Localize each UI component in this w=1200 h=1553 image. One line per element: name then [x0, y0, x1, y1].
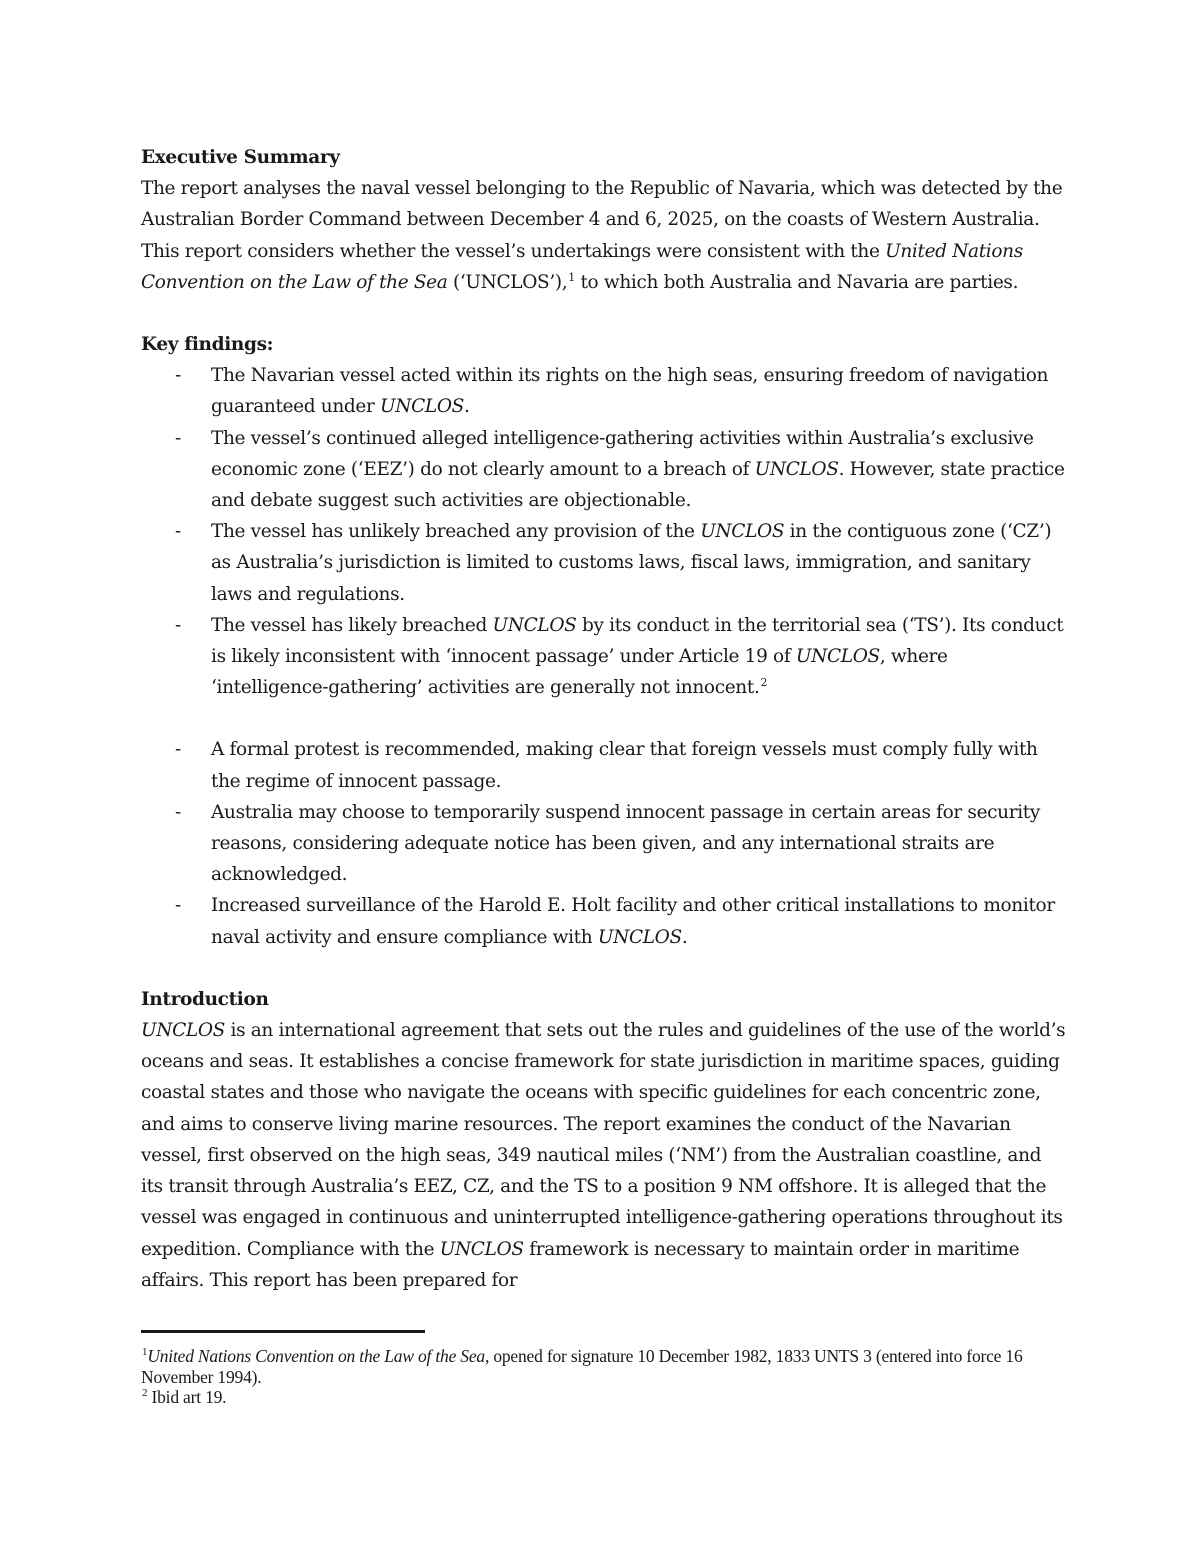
unclos-abbrev: UNCLOS: [492, 614, 577, 636]
footnote-2: [141, 1387, 1066, 1408]
finding-text: in the contiguous zone (‘CZ’) as Australia’s jurisdiction is limited to customs laws, fiscal laws, immigration, and sanitary laws and regulations.: [211, 521, 1052, 605]
intro-text-part: is an international agreement that sets out the rules and guidelines of the use of the world’s oceans and seas. It establishes a concise framework for state jurisdiction in maritime spaces, guiding coastal states and those who navigate the oceans with specific guidelines for each concentric zone, and aims to conserve living marine resources. The report examines the conduct of the Navarian vessel, first observed on the high seas, 349 nautical miles (‘NM’) from the Australian coastline, and its transit through Australia’s EEZ, CZ, and the TS to a position 9 NM offshore. It is alleged that the vessel was engaged in continuous and uninterrupted intelligence-gathering operations throughout its expedition. Compliance with the: [141, 1020, 1066, 1260]
executive-summary-heading: Executive Summary: [141, 147, 340, 168]
finding-text: The vessel has unlikely breached any provision of the: [211, 521, 701, 543]
finding-text: .: [464, 396, 470, 418]
list-dash: -: [175, 521, 181, 543]
footnotes: [141, 1346, 1066, 1408]
finding-text: The vessel’s continued alleged intelligence-gathering activities within Australia’s exclusive economic zone (‘EEZ’) do not clearly amount to a breach of: [211, 427, 1034, 480]
footnote-ref[interactable]: 1: [568, 270, 575, 284]
introduction-section: [141, 984, 1066, 1296]
list-item: [141, 610, 1066, 704]
footnote-text: , opened for signature 10 December 1982, 1833 UNTS 3 (entered into force 16 November 1994).: [141, 1346, 1023, 1387]
spacer: [141, 703, 1066, 734]
list-dash: -: [175, 739, 181, 761]
spacer: [141, 298, 1066, 329]
list-item: [141, 423, 1066, 517]
introduction-heading: Introduction: [141, 988, 269, 1010]
footnote-separator: [141, 1330, 425, 1333]
footnote-ref[interactable]: 2: [760, 676, 768, 690]
intro-text-part: framework is necessary to maintain order in maritime affairs. This report has been prepared for: [141, 1238, 1020, 1291]
unclos-abbrev: UNCLOS: [141, 1020, 225, 1042]
document-body: [141, 142, 1066, 1296]
convention-title: United Nations Convention on the Law of the Sea: [141, 240, 1023, 293]
summary-text-part: to which both Australia and Navaria are parties.: [574, 271, 1019, 293]
unclos-abbrev: UNCLOS: [754, 458, 839, 480]
footnote-title: United Nations Convention on the Law of the Sea: [147, 1346, 485, 1366]
list-dash: -: [175, 365, 181, 387]
list-dash: -: [175, 427, 181, 449]
unclos-abbrev: UNCLOS: [380, 396, 464, 418]
footnote-text: Ibid art 19.: [147, 1387, 227, 1407]
list-item: [141, 734, 1066, 796]
list-dash: -: [175, 801, 181, 823]
executive-summary-section: [141, 142, 1066, 298]
key-findings-section: [141, 329, 1066, 953]
footnote-1: [141, 1346, 1066, 1387]
unclos-abbrev: UNCLOS: [795, 646, 880, 668]
unclos-abbrev: UNCLOS: [700, 521, 785, 543]
list-item: [141, 360, 1066, 422]
executive-summary-paragraph: [141, 173, 1066, 298]
list-item: [141, 516, 1066, 610]
list-item: [141, 890, 1066, 952]
summary-text-part: (‘UNCLOS’),: [447, 271, 568, 293]
key-findings-heading: Key findings:: [141, 334, 274, 356]
list-item: [141, 797, 1066, 891]
finding-text: Increased surveillance of the Harold E. Holt facility and other critical installations to monitor naval activity and ensure compliance with: [211, 895, 1055, 948]
finding-text: by its conduct in the territorial sea (‘TS’). Its conduct is likely inconsistent with ‘innocent passage’ under Article 19 of: [211, 614, 1064, 668]
unclos-abbrev: UNCLOS: [597, 926, 682, 948]
footnote-number: 1: [142, 1346, 148, 1359]
recommendations-list: [141, 734, 1066, 952]
introduction-paragraph: [141, 1015, 1066, 1296]
footnote-number: 2: [142, 1387, 148, 1400]
finding-text: The vessel has likely breached: [211, 614, 493, 636]
finding-text: . However, state practice and debate suggest such activities are objectionable.: [211, 458, 1065, 512]
unclos-abbrev: UNCLOS: [439, 1238, 524, 1260]
list-dash: -: [175, 895, 181, 917]
list-dash: -: [175, 614, 181, 636]
summary-text-part: The report analyses the naval vessel belonging to the Republic of Navaria, which was detected by the Australian Border Command between December 4 and 6, 2025, on the coasts of Western Australia. This report considers whether the vessel’s undertakings were consistent with the: [141, 178, 1063, 262]
finding-text: The Navarian vessel acted within its rights on the high seas, ensuring freedom of navigation guaranteed under: [211, 365, 1049, 418]
spacer: [141, 953, 1066, 984]
finding-text: , where ‘intelligence-gathering’ activities are generally not innocent.: [211, 646, 948, 699]
finding-text: Australia may choose to temporarily suspend innocent passage in certain areas for security reasons, considering adequate notice has been given, and any international straits are acknowledged.: [211, 801, 1040, 886]
finding-text: .: [681, 926, 688, 948]
finding-text: A formal protest is recommended, making clear that foreign vessels must comply fully with the regime of innocent passage.: [211, 739, 1038, 792]
key-findings-list: [141, 360, 1066, 703]
